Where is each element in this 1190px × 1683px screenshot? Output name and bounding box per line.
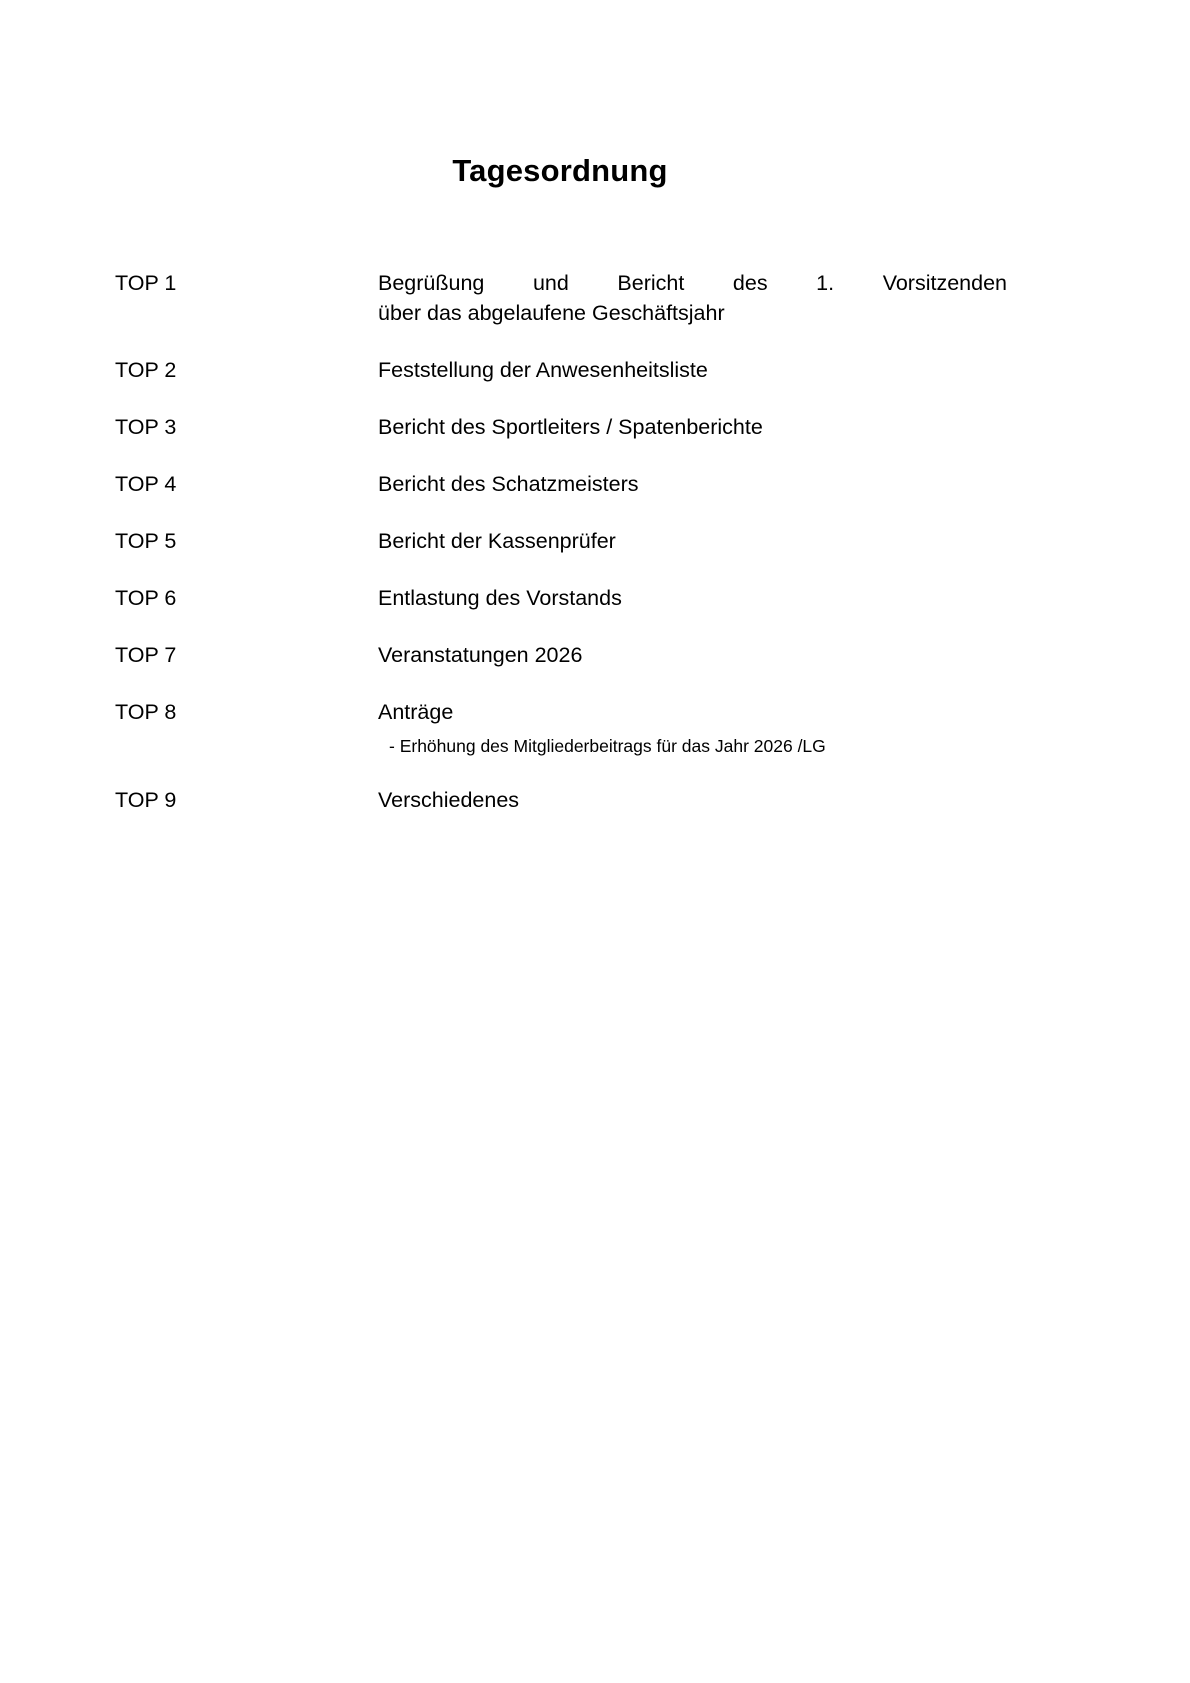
- agenda-item-number: TOP 7: [115, 643, 177, 667]
- agenda-item-top9: [115, 785, 1007, 815]
- agenda-item-text: Feststellung der Anwesenheitsliste: [378, 358, 708, 382]
- agenda-item-text: Entlastung des Vorstands: [378, 586, 622, 610]
- agenda-item-number: TOP 3: [115, 415, 177, 439]
- agenda-list: [115, 268, 1007, 815]
- agenda-item-number: TOP 8: [115, 700, 177, 724]
- agenda-item-text: Bericht der Kassenprüfer: [378, 529, 616, 553]
- agenda-item-top6: [115, 583, 1007, 613]
- agenda-item-text-line1: Begrüßung und Bericht des 1. Vorsitzenden: [378, 271, 1007, 295]
- agenda-item-top1: [115, 268, 1007, 328]
- agenda-item-text-line2: über das abgelaufene Geschäftsjahr: [378, 301, 725, 325]
- page-title: Tagesordnung: [452, 153, 668, 188]
- agenda-item-text: Bericht des Sportleiters / Spatenberichte: [378, 415, 763, 439]
- agenda-item-top7: [115, 640, 1007, 670]
- agenda-item-number: TOP 2: [115, 358, 177, 382]
- agenda-item-number: TOP 1: [115, 271, 177, 295]
- agenda-item-top4: [115, 469, 1007, 499]
- agenda-item-text: Veranstatungen 2026: [378, 643, 583, 667]
- agenda-item-number: TOP 6: [115, 586, 177, 610]
- agenda-item-top2: [115, 355, 1007, 385]
- agenda-item-text: [378, 697, 1007, 758]
- agenda-item-text: Verschiedenes: [378, 788, 520, 812]
- agenda-item-number: TOP 4: [115, 472, 177, 496]
- agenda-item-text: Bericht des Schatzmeisters: [378, 472, 639, 496]
- agenda-item-top3: [115, 412, 1007, 442]
- agenda-item-number: TOP 5: [115, 529, 177, 553]
- agenda-item-number: TOP 9: [115, 788, 177, 812]
- agenda-item-top8: [115, 697, 1007, 758]
- agenda-item-top5: [115, 526, 1007, 556]
- agenda-item-subnote: - Erhöhung des Mitgliederbeitrags für das Jahr 2026 /LG: [389, 736, 826, 756]
- agenda-item-text-main: Anträge: [378, 700, 454, 724]
- agenda-item-text: [378, 268, 1007, 328]
